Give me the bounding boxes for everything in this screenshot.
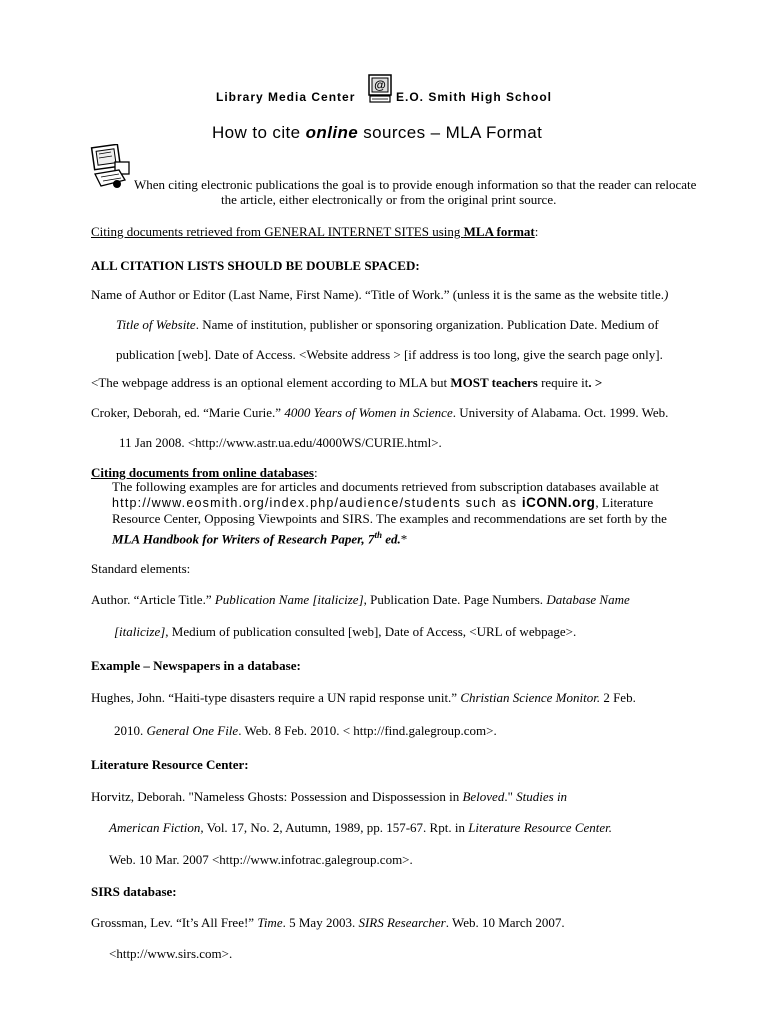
databases-para-line-4: MLA Handbook for Writers of Research Paper, 7th ed.* [112,530,408,547]
standard-elements-line-1: Author. “Article Title.” Publication Name [italicize], Publication Date. Page Numbers. Database Name [91,592,630,607]
databases-para-line-2: http://www.eosmith.org/index.php/audience/students such as iCONN.org, Literature [112,495,654,510]
sirs-citation-line-2: <http://www.sirs.com>. [109,946,233,961]
literature-heading: Literature Resource Center: [91,757,249,772]
format-line-2: Title of Website. Name of institution, publisher or sponsoring organization. Publication Date. Medium of [116,317,659,332]
header-left: Library Media Center [216,90,356,104]
newspaper-citation-line-2: 2010. General One File. Web. 8 Feb. 2010. < http://find.galegroup.com>. [114,723,497,738]
literature-citation-line-3: Web. 10 Mar. 2007 <http://www.infotrac.galegroup.com>. [109,852,413,867]
computer-icon [89,144,133,195]
general-sites-heading: Citing documents retrieved from GENERAL INTERNET SITES using MLA format: [91,224,539,239]
standard-elements-line-2: [italicize], Medium of publication consulted [web], Date of Access, <URL of webpage>. [114,624,577,639]
at-sign-computer-icon [367,74,393,109]
webpage-address-note: <The webpage address is an optional element according to MLA but MOST teachers require it. > [91,375,603,390]
example-citation-line-2: 11 Jan 2008. <http://www.astr.ua.edu/4000WS/CURIE.html>. [119,435,442,450]
newspaper-citation-line-1: Hughes, John. “Haiti-type disasters require a UN rapid response unit.” Christian Science Monitor. 2 Feb. [91,690,636,705]
sirs-heading: SIRS database: [91,884,177,899]
page-title: How to cite online sources – MLA Format [212,123,543,142]
header-right: E.O. Smith High School [396,90,553,104]
databases-para-line-1: The following examples are for articles and documents retrieved from subscription databases available at [112,479,659,494]
format-line-3: publication [web]. Date of Access. <Website address > [if address is too long, give the search page only]. [116,347,663,362]
sirs-citation-line-1: Grossman, Lev. “It’s All Free!” Time. 5 May 2003. SIRS Researcher. Web. 10 March 2007. [91,915,565,930]
literature-citation-line-1: Horvitz, Deborah. "Nameless Ghosts: Possession and Dispossession in Beloved." Studies in [91,789,568,804]
intro-line-1: When citing electronic publications the goal is to provide enough information so that the reader can relocate [134,177,697,192]
databases-para-line-3: Resource Center, Opposing Viewpoints and SIRS. The examples and recommendations are set forth by the [112,511,667,526]
intro-line-2: the article, either electronically or from the original print source. [221,192,557,207]
double-spaced-notice: ALL CITATION LISTS SHOULD BE DOUBLE SPACED: [91,258,420,273]
literature-citation-line-2: American Fiction, Vol. 17, No. 2, Autumn, 1989, pp. 157-67. Rpt. in Literature Resource Center. [109,820,613,835]
example-citation-line-1: Croker, Deborah, ed. “Marie Curie.” 4000 Years of Women in Science. University of Alabama. Oct. 1999. Web. [91,405,669,420]
svg-text:@: @ [374,78,386,92]
databases-heading: Citing documents from online databases: [91,465,318,480]
standard-elements-heading: Standard elements: [91,561,191,576]
format-line-1: Name of Author or Editor (Last Name, First Name). “Title of Work.” (unless it is the same as the website title.) [91,287,669,302]
newspapers-heading: Example – Newspapers in a database: [91,658,301,673]
